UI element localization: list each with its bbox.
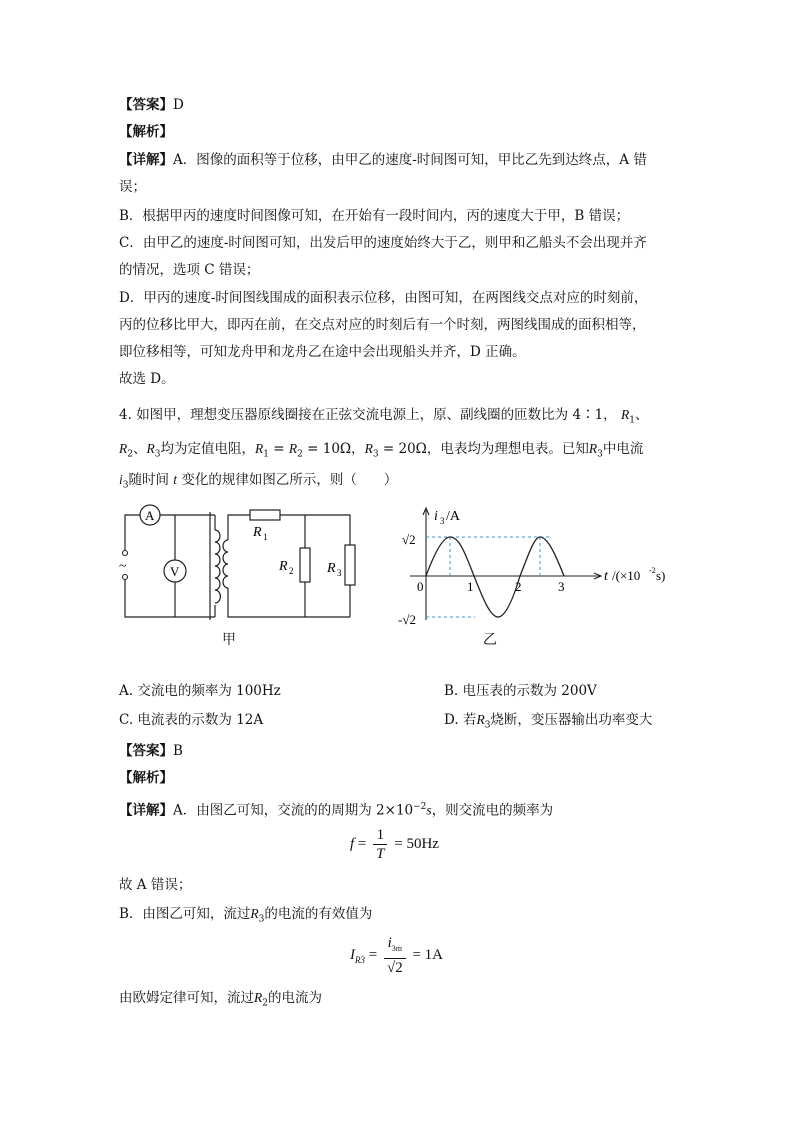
svg-text:s): s) bbox=[656, 568, 666, 583]
answer-value: D bbox=[173, 97, 184, 113]
analysis-a-conclusion: 故 A 错误； bbox=[119, 877, 192, 893]
svg-text:/(×10: /(×10 bbox=[612, 568, 641, 583]
analysis-line-a: 【详解】A．由图乙可知，交流的的周期为 $2\times 10^{-2}s$，则交流电的频率为 bbox=[119, 802, 554, 819]
option-b: B. 电压表的示数为 200V bbox=[444, 683, 597, 699]
y-axis-label: i bbox=[434, 509, 438, 524]
y-pos-label: √2 bbox=[402, 532, 416, 547]
question-line-2: $R_2$、$R_3$均为定值电阻，$R_1 = R_2 = 10\Omega$，$R_3 = 20\Omega$，电表均为理想电表。已知$R_3$中电流 bbox=[119, 441, 644, 460]
prev-analysis-line-1: 【详解】A．图像的面积等于位移，由甲乙的速度-时间图可知，甲比乙先到达终点，A 错 bbox=[119, 152, 647, 168]
tick-1: 1 bbox=[467, 579, 474, 594]
question-line-3: $i_3$随时间 t 变化的规律如图乙所示，则（ ） bbox=[119, 472, 398, 491]
svg-text:3: 3 bbox=[337, 568, 342, 578]
prev-analysis-line-2: 误； bbox=[119, 179, 146, 195]
equation-effective-current: $I_{R3}$ = $\frac{i_{3m}}{√2}$ = 1A bbox=[350, 935, 443, 976]
circuit-diagram bbox=[115, 500, 365, 650]
answer-line: 【答案】B bbox=[119, 743, 183, 759]
origin-label: 0 bbox=[417, 579, 424, 594]
prev-analysis-line-8: 即位移相等，可知龙舟甲和龙舟乙在途中会出现船头并齐，D 正确。 bbox=[119, 344, 526, 360]
current-graph bbox=[390, 500, 680, 630]
option-a: A. 交流电的频率为 100Hz bbox=[119, 683, 281, 699]
prev-analysis-line-3: B．根据甲丙的速度时间图像可知，在开始有一段时间内，丙的速度大于甲，B 错误； bbox=[119, 208, 630, 224]
circuit-caption: 甲 bbox=[222, 632, 236, 648]
analysis-tag: 【解析】 bbox=[119, 770, 173, 786]
svg-text:1: 1 bbox=[263, 532, 268, 542]
prev-analysis-tag: 【解析】 bbox=[119, 124, 173, 140]
equation-frequency: f = $\frac{1}{T}$ = 50Hz bbox=[350, 827, 439, 862]
prev-analysis-line-7: 丙的位移比甲大，即丙在前，在交点对应的时刻后有一个时刻，两图线围成的面积相等， bbox=[119, 317, 646, 333]
answer-tag: 【答案】 bbox=[119, 97, 173, 113]
prev-answer-line bbox=[119, 95, 184, 115]
svg-text:-2: -2 bbox=[649, 566, 656, 575]
prev-analysis-line-4: C．由甲乙的速度-时间图可知，出发后甲的速度始终大于乙，则甲和乙船头不会出现并齐 bbox=[119, 235, 647, 251]
ac-source-symbol: ~ bbox=[119, 559, 127, 574]
svg-text:/A: /A bbox=[446, 509, 460, 524]
r2-label: R bbox=[279, 559, 288, 574]
analysis-line-b: B．由图乙可知，流过$R_3$的电流的有效值为 bbox=[119, 906, 373, 925]
voltmeter-label: V bbox=[170, 564, 180, 579]
svg-text:2: 2 bbox=[289, 566, 294, 576]
tick-3: 3 bbox=[558, 579, 565, 594]
question-line-1: 4. 如图甲，理想变压器原线圈接在正弦交流电源上，原、副线圈的匝数比为 4∶1， $R_1$、 bbox=[119, 407, 649, 426]
r3-label: R bbox=[327, 561, 336, 576]
prev-analysis-line-5: 的情况，选项 C 错误； bbox=[119, 262, 260, 278]
option-c: C. 电流表的示数为 12A bbox=[119, 712, 264, 728]
x-axis-label: t bbox=[604, 569, 608, 584]
svg-text:3: 3 bbox=[440, 516, 445, 526]
sine-curve bbox=[426, 537, 564, 617]
graph-caption: 乙 bbox=[483, 632, 497, 648]
prev-analysis-line-9: 故选 D。 bbox=[119, 371, 175, 387]
prev-analysis-line-6: D．甲丙的速度-时间图线围成的面积表示位移，由图可知，在两图线交点对应的时刻前， bbox=[119, 290, 648, 306]
y-neg-label: -√2 bbox=[398, 612, 416, 627]
tick-2: 2 bbox=[515, 579, 522, 594]
ammeter-label: A bbox=[145, 508, 155, 523]
option-d: D. 若$R_3$烧断，变压器输出功率变大 bbox=[444, 712, 653, 731]
analysis-line-c: 由欧姆定律可知，流过$R_2$的电流为 bbox=[119, 990, 322, 1009]
r1-label: R bbox=[253, 525, 262, 540]
